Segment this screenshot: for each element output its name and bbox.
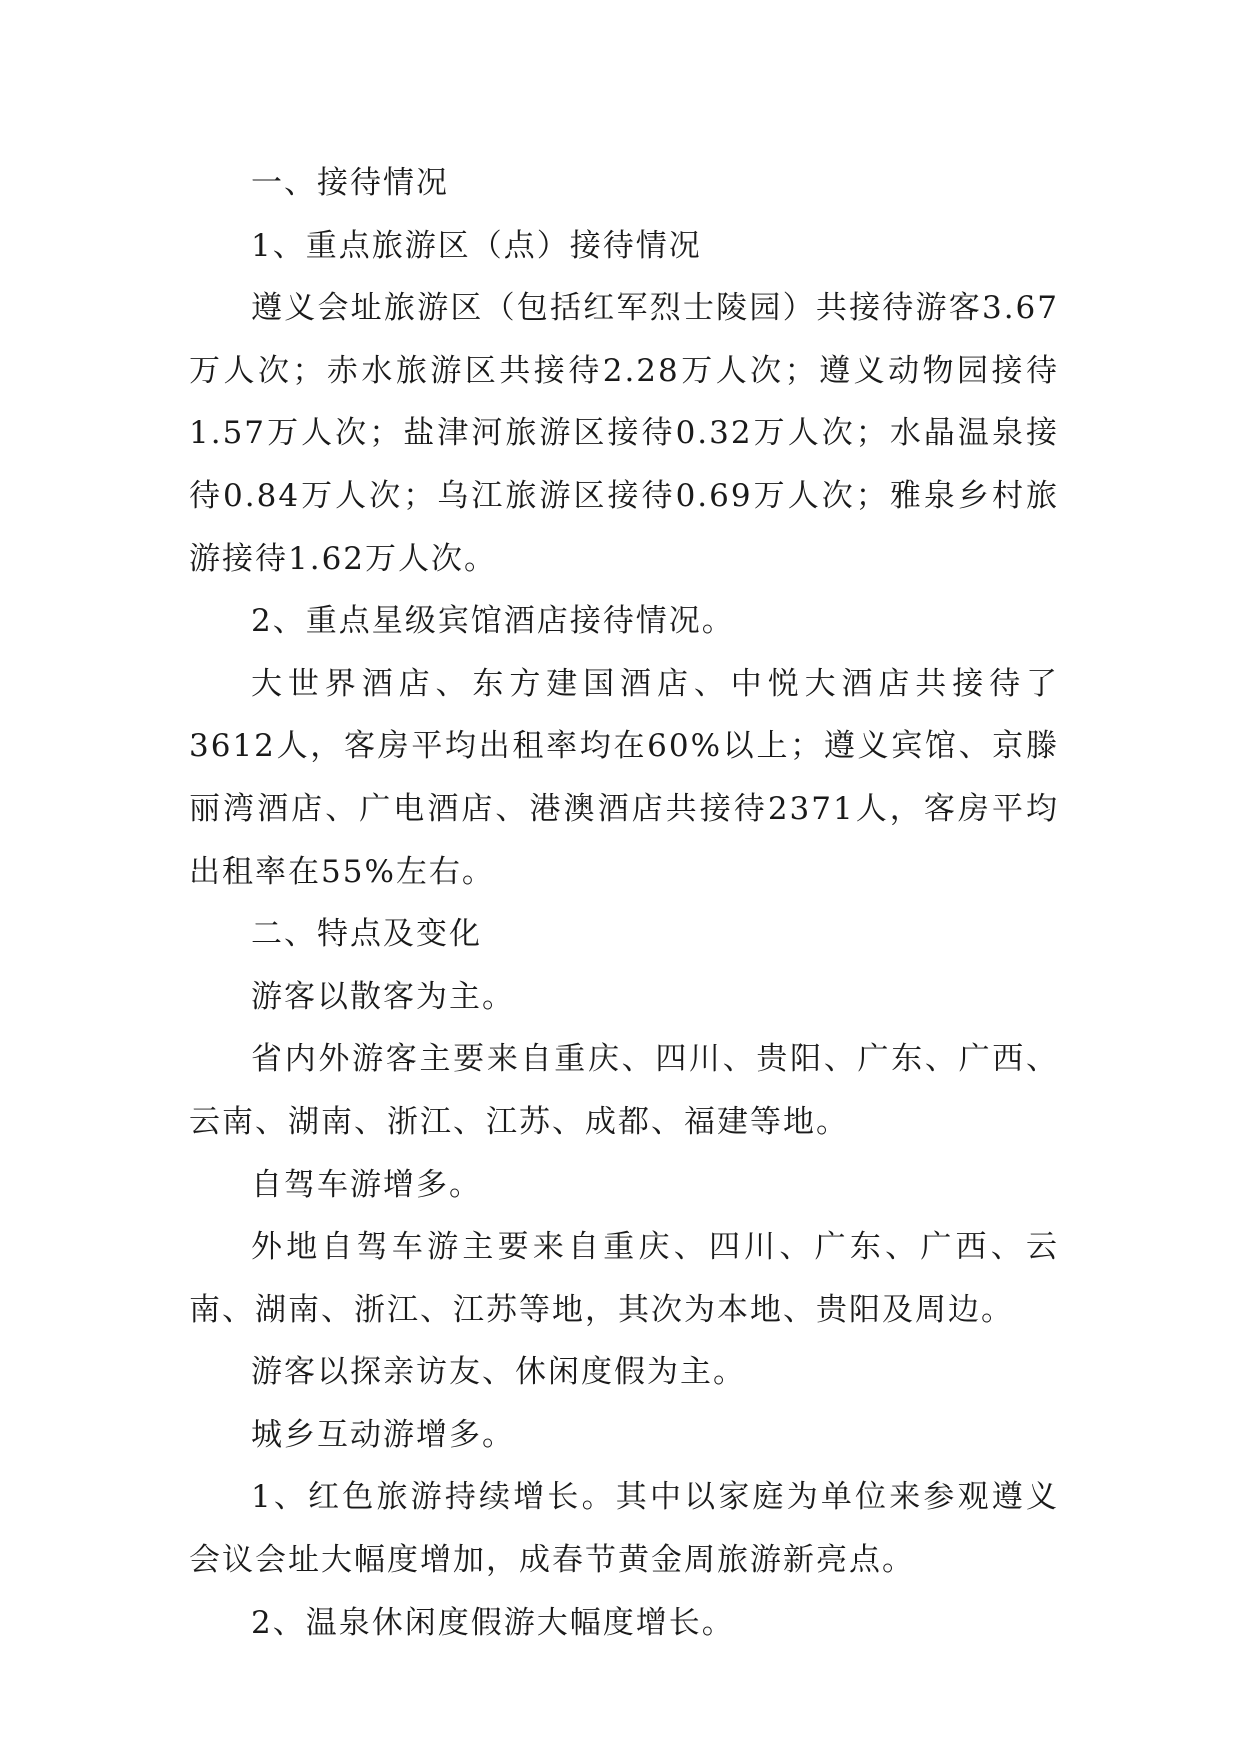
document-body: [189, 152, 1059, 1654]
section-heading-reception: 一、接待情况: [251, 165, 449, 201]
paragraph-hotel-guests: 大世界酒店、东方建国酒店、中悦大酒店共接待了3612人，客房平均出租率均在60%以上；遵义宾馆、京滕丽湾酒店、广电酒店、港澳酒店共接待2371人，客房平均出租率在55%左右。: [189, 665, 1059, 890]
paragraph-self-drive-origins: 外地自驾车游主要来自重庆、四川、广东、广西、云南、湖南、浙江、江苏等地，其次为本地、贵阳及周边。: [189, 1229, 1059, 1328]
paragraph-self-drive-increase: 自驾车游增多。: [251, 1166, 482, 1203]
paragraph-leisure-purpose: 游客以探亲访友、休闲度假为主。: [251, 1354, 746, 1391]
subheading-key-scenic-areas: 1、重点旅游区（点）接待情况: [251, 227, 702, 264]
paragraph-red-tourism: 1、红色旅游持续增长。其中以家庭为单位来参观遵义会议会址大幅度增加，成春节黄金周旅游新亮点。: [189, 1479, 1059, 1579]
paragraph-scenic-area-visitors: 遵义会址旅游区（包括红军烈士陵园）共接待游客3.67万人次；赤水旅游区共接待2.28万人次；遵义动物园接待1.57万人次；盐津河旅游区接待0.32万人次；水晶温泉接待0.84万人次；乌江旅游区接待0.69万人次；雅泉乡村旅游接待1.62万人次。: [189, 290, 1059, 577]
paragraph-individual-travelers: 游客以散客为主。: [251, 978, 515, 1015]
subheading-star-hotels: 2、重点星级宾馆酒店接待情况。: [251, 603, 735, 640]
paragraph-visitor-origins: 省内外游客主要来自重庆、四川、贵阳、广东、广西、云南、湖南、浙江、江苏、成都、福建等地。: [189, 1041, 1059, 1140]
paragraph-urban-rural-tours: 城乡互动游增多。: [251, 1416, 515, 1453]
section-heading-features: 二、特点及变化: [251, 916, 482, 953]
paragraph-hot-spring-tourism: 2、温泉休闲度假游大幅度增长。: [251, 1604, 735, 1641]
